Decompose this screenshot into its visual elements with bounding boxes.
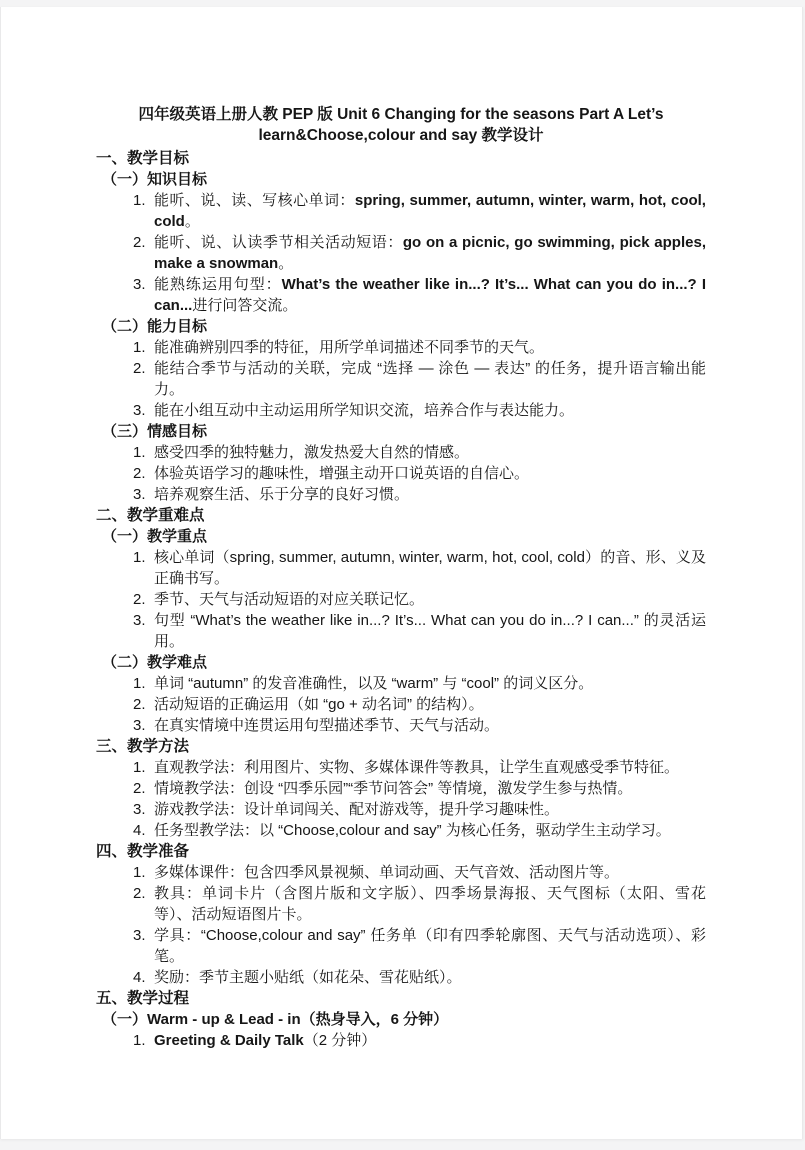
list-item-text: 能在小组互动中主动运用所学知识交流，培养合作与表达能力。 — [154, 402, 575, 419]
document-page — [0, 7, 803, 1139]
section-heading-teaching-methods: 三、教学方法 — [96, 738, 190, 755]
list-item-number: 1. — [133, 1032, 146, 1049]
list-item-bold-text: go on a picnic, go swimming, pick apples, make a snowman — [154, 234, 706, 272]
list-item-text: 能准确辨别四季的特征，用所学单词描述不同季节的天气。 — [154, 339, 545, 356]
list-item-number: 1. — [133, 675, 146, 692]
list-item-number: 1. — [133, 864, 146, 881]
subsection-heading-emotion-goals: （三）情感目标 — [102, 423, 208, 440]
list-item-text: 体验英语学习的趣味性，增强主动开口说英语的自信心。 — [154, 465, 530, 482]
list-item — [96, 778, 706, 799]
list-item — [96, 232, 706, 274]
list-item — [96, 358, 706, 400]
list-item-number: 2. — [133, 234, 146, 251]
list-item-number: 1. — [133, 549, 146, 566]
list-item — [96, 673, 706, 694]
list-item-number: 2. — [133, 360, 146, 377]
list-item-number: 1. — [133, 759, 146, 776]
subsection-heading-knowledge-goals: （一）知识目标 — [102, 171, 208, 188]
list-item-text: 奖励：季节主题小贴纸（如花朵、雪花贴纸）。 — [154, 969, 462, 986]
list-item — [96, 694, 706, 715]
list-item-text: 教具：单词卡片（含图片版和文字版）、四季场景海报、天气图标（太阳、雪花等）、活动短语图片卡。 — [154, 885, 706, 923]
list-item — [96, 337, 706, 358]
list-item — [96, 610, 706, 652]
list-item — [96, 925, 706, 967]
list-item-number: 3. — [133, 486, 146, 503]
list-item — [96, 190, 706, 232]
section-heading-teaching-goals: 一、教学目标 — [96, 150, 190, 167]
list-item — [96, 463, 706, 484]
list-item-text: 直观教学法：利用图片、实物、多媒体课件等教具，让学生直观感受季节特征。 — [154, 759, 680, 776]
list-item-number: 2. — [133, 885, 146, 902]
list-item — [96, 484, 706, 505]
list-item-text: 培养观察生活、乐于分享的良好习惯。 — [154, 486, 410, 503]
list-item — [96, 799, 706, 820]
list-item — [96, 757, 706, 778]
section-heading-teaching-process: 五、教学过程 — [96, 990, 190, 1007]
list-item-text: 单词 “autumn” 的发音准确性，以及 “warm” 与 “cool” 的词义区分。 — [154, 675, 594, 692]
document-content — [1, 7, 802, 1051]
subsection-heading-difficult-points: （二）教学难点 — [102, 654, 208, 671]
list-item-text: 感受四季的独特魅力，激发热爱大自然的情感。 — [154, 444, 470, 461]
list-item-text: 在真实情境中连贯运用句型描述季节、天气与活动。 — [154, 717, 500, 734]
list-item-text: 情境教学法：创设 “四季乐园”“季节问答会” 等情境，激发学生参与热情。 — [154, 780, 633, 797]
list-item-text: 进行问答交流。 — [192, 297, 298, 314]
list-item-text: 核心单词（spring, summer, autumn, winter, warm, hot, cool, cold）的音、形、义及正确书写。 — [154, 549, 706, 587]
list-item-text: 多媒体课件：包含四季风景视频、单词动画、天气音效、活动图片等。 — [154, 864, 620, 881]
section-heading-teaching-preparation: 四、教学准备 — [96, 843, 190, 860]
document-title: 四年级英语上册人教 PEP 版 Unit 6 Changing for the seasons Part A Let’s learn&Choose,colour and say 教学设计 — [138, 106, 664, 144]
list-item-text: 任务型教学法：以 “Choose,colour and say” 为核心任务，驱动学生主动学习。 — [154, 822, 671, 839]
list-item — [96, 862, 706, 883]
list-item-number: 3. — [133, 717, 146, 734]
list-item-number: 3. — [133, 612, 146, 629]
list-item — [96, 589, 706, 610]
list-item — [96, 442, 706, 463]
list-item — [96, 547, 706, 589]
list-item-number: 3. — [133, 927, 146, 944]
list-item-number: 1. — [133, 339, 146, 356]
list-item-text: 能结合季节与活动的关联，完成 “选择 — 涂色 — 表达” 的任务，提升语言输出能力。 — [154, 360, 706, 398]
list-item — [96, 967, 706, 988]
list-item-text: 能听、说、读、写核心单词： — [154, 192, 355, 209]
list-item-text: 能熟练运用句型： — [154, 276, 282, 293]
list-item — [96, 820, 706, 841]
section-heading-key-difficult-points: 二、教学重难点 — [96, 507, 205, 524]
list-item-number: 4. — [133, 822, 146, 839]
subsection-heading-ability-goals: （二）能力目标 — [102, 318, 208, 335]
list-item-number: 3. — [133, 276, 146, 293]
list-item-number: 2. — [133, 591, 146, 608]
list-item — [96, 715, 706, 736]
list-item — [96, 400, 706, 421]
subsection-heading-key-points: （一）教学重点 — [102, 528, 208, 545]
list-item-number: 2. — [133, 465, 146, 482]
list-item-number: 3. — [133, 402, 146, 419]
list-item-text: 活动短语的正确运用（如 “go + 动名词” 的结构）。 — [154, 696, 484, 713]
list-item-number: 1. — [133, 192, 146, 209]
subsection-heading-warm-up-lead-in: （一）Warm - up & Lead - in（热身导入，6 分钟） — [102, 1011, 449, 1028]
list-item-text: 句型 “What’s the weather like in...? It’s... What can you do in...? I can...” 的灵活运用。 — [154, 612, 706, 650]
list-item-text: 能听、说、认读季节相关活动短语： — [154, 234, 403, 251]
list-item-number: 1. — [133, 444, 146, 461]
list-item-text: （2 分钟） — [303, 1032, 377, 1049]
list-item-text: 学具：“Choose,colour and say” 任务单（印有四季轮廓图、天气与活动选项）、彩笔。 — [154, 927, 706, 965]
list-item — [96, 883, 706, 925]
list-item-bold-text: spring, summer, autumn, winter, warm, hot, cool, cold — [154, 192, 706, 230]
list-item-bold-text: What’s the weather like in...? It’s... What can you do in...? I can... — [154, 276, 706, 314]
list-item-text: 季节、天气与活动短语的对应关联记忆。 — [154, 591, 425, 608]
list-item-number: 3. — [133, 801, 146, 818]
list-item — [96, 274, 706, 316]
list-item-bold-text: Greeting & Daily Talk — [154, 1032, 304, 1049]
list-item-text: 。 — [278, 255, 294, 272]
list-item-number: 2. — [133, 780, 146, 797]
list-item-text: 游戏教学法：设计单词闯关、配对游戏等，提升学习趣味性。 — [154, 801, 560, 818]
list-item-number: 4. — [133, 969, 146, 986]
list-item-text: 。 — [184, 213, 200, 230]
list-item — [96, 1030, 706, 1051]
list-item-number: 2. — [133, 696, 146, 713]
